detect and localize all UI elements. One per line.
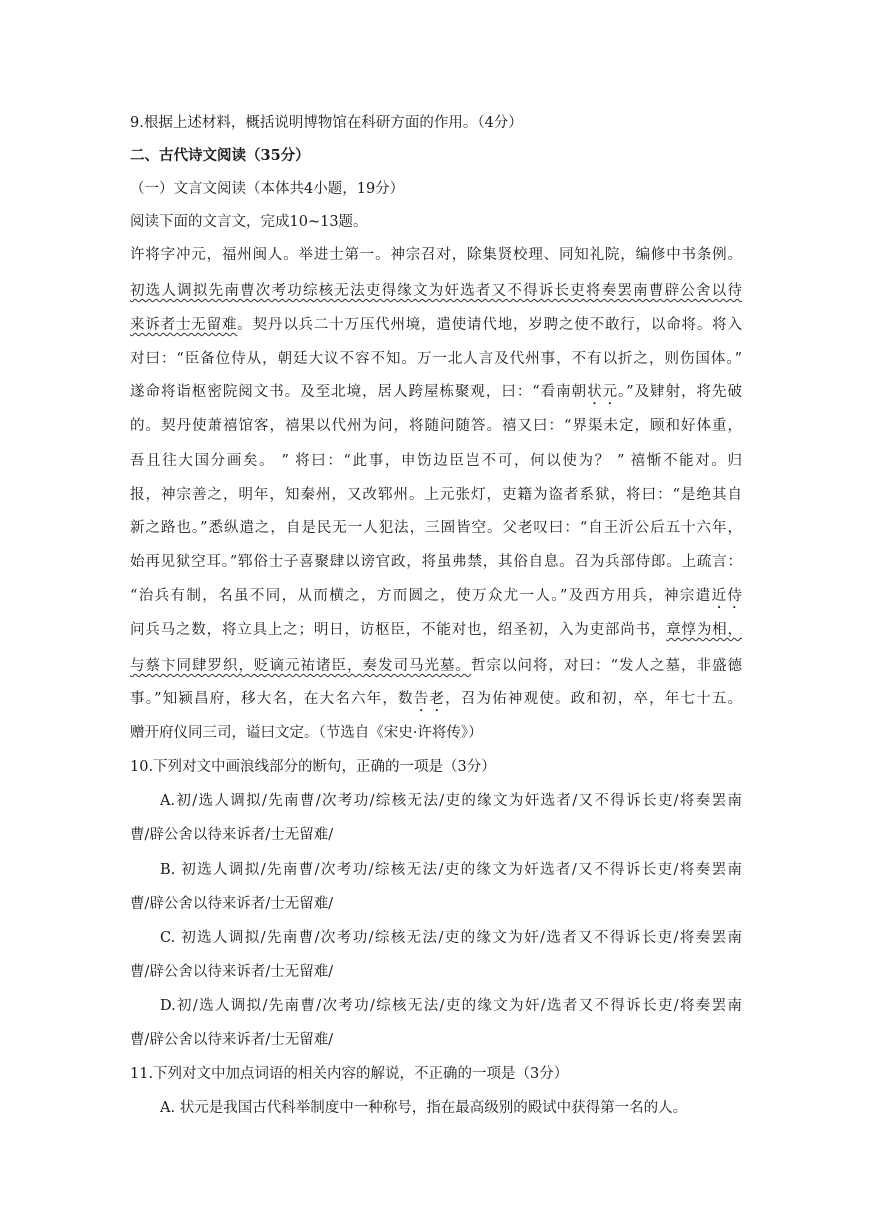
q10-option-b-line-2: 曹/辟公舍以待来诉者/士无留难/ [130, 896, 334, 912]
q10-option-a-line-2: 曹/辟公舍以待来诉者/士无留难/ [130, 827, 334, 843]
dotted-term-jinshi: 近侍 [711, 588, 742, 604]
passage-line-8: 报，神宗善之，明年，知秦州，又改郓州。上元张灯，吏籍为盗者系狱，将曰：“是绝其自 [130, 487, 742, 503]
q10-option-c-line-1: C. 初选人调拟/先南曹/次考功/综核无法/吏的缘文为奸/选者又不得诉长吏/将奏罢南 [160, 930, 742, 946]
passage-line-7: 吾且往大国分画矣。 ” 将曰：“此事，申饬边臣岂不可，何以使为？ ” 禧惭不能对。归 [130, 453, 742, 469]
passage-line-10: 始再见狱空耳。”郓俗士子喜聚肆以谤官政，将虽弗禁，其俗自息。召为兵部侍郎。上疏言： [130, 554, 742, 570]
passage-source: 赠开府仪同三司，谥曰文定。（节选自《宋史·许将传》） [130, 725, 483, 741]
question-10-stem: 10.下列对文中画浪线部分的断句，正确的一项是（3分） [130, 759, 496, 775]
subsection-1-title: （一）文言文阅读（本体共4小题，19分） [130, 181, 405, 197]
question-9: 9.根据上述材料，概括说明博物馆在科研方面的作用。（4分） [130, 115, 523, 131]
q10-option-c-line-2: 曹/辟公舍以待来诉者/士无留难/ [130, 964, 334, 980]
passage-line-6: 的。契丹使萧禧馆客，禧果以代州为问，将随问随答。禧又曰：“界渠未定，顾和好体重， [130, 418, 742, 434]
passage-line-11: “治兵有制，名虽不同，从而横之，方而圆之，使万众尤一人。”及西方用兵，神宗遣近侍 [130, 588, 742, 604]
q10-option-a-line-1: A.初/选人调拟/先南曹/次考功/综核无法/吏的缘文为奸选者/又不得诉长吏/将奏罢南 [160, 793, 742, 809]
q11-option-a: A. 状元是我国古代科举制度中一种称号，指在最高级别的殿试中获得第一名的人。 [160, 1100, 688, 1116]
passage-line-4: 对曰：“臣备位侍从，朝廷大议不容不知。万一北人言及代州事，不有以折之，则伤国体。” [130, 351, 742, 367]
section-2-title: 二、古代诗文阅读（35分） [130, 147, 310, 164]
q10-option-b-line-1: B. 初选人调拟/先南曹/次考功/综核无法/吏的缘文为奸选者/又不得诉长吏/将奏罢南 [160, 862, 742, 878]
passage-line-2 [130, 281, 742, 301]
wavy-underlined-text: 与蔡卞同肆罗织，贬谪元祐诸臣，奏发司马光墓。 [130, 658, 472, 674]
wavy-underlined-text: 章惇为相， [666, 622, 743, 638]
wavy-underlined-text: 初选人调拟先南曹次考功综核无法吏得缘文为奸选者又不得诉长吏将奏罢南曹辟公舍以待 [130, 283, 742, 299]
dotted-term-gaolao: 告老 [413, 691, 446, 707]
wavy-underlined-text: 来诉者士无留难 [130, 317, 238, 333]
instruction: 阅读下面的文言文，完成10~13题。 [130, 214, 368, 230]
passage-line-9: 新之路也。”悉纵遣之，自是民无一人犯法，三圄皆空。父老叹曰：“自王沂公后五十六年， [130, 520, 742, 536]
passage-line-13: 与蔡卞同肆罗织，贬谪元祐诸臣，奏发司马光墓。哲宗以问将，对曰：“发人之墓，非盛德 [130, 658, 742, 674]
question-11-stem: 11.下列对文中加点词语的相关内容的解说，不正确的一项是（3分） [130, 1066, 569, 1082]
passage-line-1: 许将字冲元，福州闽人。举进士第一。神宗召对，除集贤校理、同知礼院，编修中书条例。 [130, 247, 742, 263]
q10-option-d-line-1: D.初/选人调拟/先南曹/次考功/综核无法/吏的缘文为奸/选者又不得诉长吏/将奏罢南 [160, 998, 742, 1014]
passage-line-5: 遂命将诣枢密院阅文书。及至北境，居人跨屋栋聚观，曰：“看南朝状元。”及肄射，将先破 [130, 384, 742, 400]
passage-line-12: 问兵马之数，将立具上之；明日，访枢臣，不能对也，绍圣初，入为吏部尚书，章惇为相， [130, 622, 743, 638]
q10-option-d-line-2: 曹/辟公舍以待来诉者/士无留难/ [130, 1032, 334, 1048]
dotted-term-zhuangyuan: 状元 [587, 384, 619, 400]
passage-line-3: 来诉者士无留难。契丹以兵二十万压代州境，遣使请代地，岁聘之使不敢行，以命将。将入 [130, 317, 743, 333]
passage-line-14: 事。”知颍昌府，移大名，在大名六年，数告老，召为佑神观使。政和初，卒，年七十五。 [130, 691, 743, 707]
